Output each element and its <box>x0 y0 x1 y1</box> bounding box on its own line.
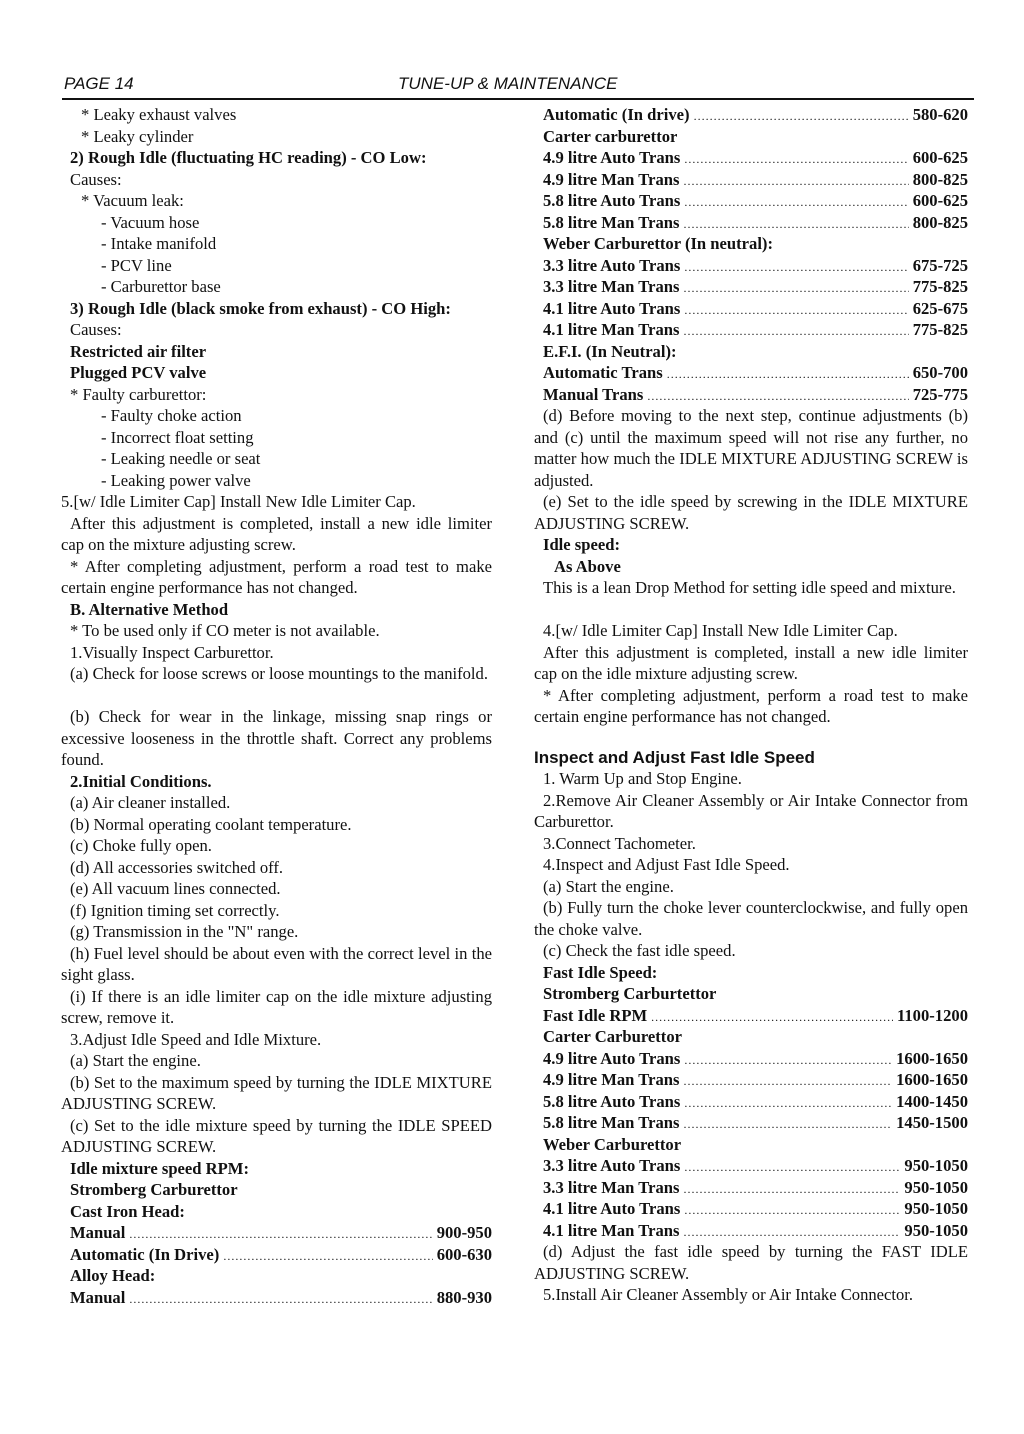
text-line: (b) Normal operating coolant temperature. <box>70 814 352 834</box>
bold-line: Carter carburettor <box>543 126 678 146</box>
bold-line: Alloy Head: <box>70 1266 156 1285</box>
spec-label: 4.9 litre Man Trans <box>543 169 680 189</box>
dot-leader <box>684 149 908 171</box>
text-line: 5.Install Air Cleaner Assembly or Air Intake Connector. <box>543 1285 914 1305</box>
bold-line: Fast Idle Speed: <box>543 962 658 982</box>
bold-line: E.F.I. (In Neutral): <box>543 341 677 361</box>
text-line: 5.[w/ Idle Limiter Cap] Install New Idle Limiter Cap. <box>61 492 416 511</box>
spec-label: 4.1 litre Auto Trans <box>543 1199 681 1219</box>
paragraph: (h) Fuel level should be about even with the correct level in the sight glass. <box>61 943 492 984</box>
spec-row <box>61 1244 492 1268</box>
spec-label: 3.3 litre Auto Trans <box>543 255 681 275</box>
dot-leader <box>683 1071 892 1093</box>
text-line: - Intake manifold <box>101 234 217 253</box>
paragraph: * After completing adjustment, perform a road test to make certain engine performance has not changed. <box>61 556 492 597</box>
spec-label: 4.1 litre Auto Trans <box>543 298 681 318</box>
paragraph: (a) Check for loose screws or loose mountings to the manifold. <box>70 664 488 683</box>
spec-label: 5.8 litre Auto Trans <box>543 1091 681 1111</box>
spec-row <box>534 319 968 343</box>
spec-value: 1600-1650 <box>896 1048 968 1068</box>
paragraph: (b) Check for wear in the linkage, missing snap rings or excessive looseness in the throttle shaft. Correct any problems found. <box>61 707 492 769</box>
text-line: 3.Adjust Idle Speed and Idle Mixture. <box>70 1029 322 1049</box>
bold-line: As Above <box>554 556 621 576</box>
text-line: (g) Transmission in the "N" range. <box>70 922 299 941</box>
section-title: TUNE-UP & MAINTENANCE <box>398 74 618 93</box>
spec-label: 3.3 litre Man Trans <box>543 277 680 296</box>
text-line: - Leaking power valve <box>101 470 251 490</box>
spec-value: 600-625 <box>912 191 968 210</box>
text-line: - Vacuum hose <box>101 212 200 232</box>
text-line: (c) Choke fully open. <box>70 836 212 855</box>
spec-value: 775-825 <box>912 320 968 339</box>
text-line: * Leaky exhaust valves <box>81 105 237 124</box>
spec-value: 950-1050 <box>904 1220 968 1240</box>
text-line: 1. Warm Up and Stop Engine. <box>543 769 742 789</box>
spec-row <box>534 1198 968 1222</box>
spec-row <box>534 384 968 408</box>
paragraph: (e) Set to the idle speed by screwing in the IDLE MIXTURE ADJUSTING SCREW. <box>534 492 968 533</box>
spec-label: 4.9 litre Auto Trans <box>543 1048 681 1068</box>
spec-row <box>534 1069 968 1093</box>
paragraph: (d) Adjust the fast idle speed by turning the FAST IDLE ADJUSTING SCREW. <box>534 1242 968 1283</box>
spec-value: 950-1050 <box>904 1177 968 1197</box>
spec-row <box>534 1112 968 1136</box>
text-line: - Incorrect float setting <box>101 427 254 447</box>
paragraph: (b) Fully turn the choke lever counterclockwise, and fully open the choke valve. <box>534 898 968 939</box>
bold-line: Restricted air filter <box>70 341 207 361</box>
spec-label: Automatic Trans <box>543 363 663 382</box>
text-line: * Leaky cylinder <box>81 126 194 146</box>
bold-line: Stromberg Carburettor <box>70 1180 238 1199</box>
page-number: PAGE 14 <box>64 74 134 93</box>
text-line: * Vacuum leak: <box>81 191 184 210</box>
text-line: * To be used only if CO meter is not available. <box>70 621 380 640</box>
spec-value: 600-625 <box>912 148 968 167</box>
spec-row <box>534 190 968 214</box>
spec-label: 5.8 litre Man Trans <box>543 212 680 232</box>
spec-row <box>534 147 968 171</box>
spec-value: 725-775 <box>912 384 968 404</box>
spec-value: 800-825 <box>912 212 968 232</box>
text-line: 4.[w/ Idle Limiter Cap] Install New Idle Limiter Cap. <box>543 621 898 640</box>
text-line: (a) Air cleaner installed. <box>70 793 231 812</box>
spec-row <box>534 1155 968 1179</box>
spec-value: 950-1050 <box>904 1199 968 1219</box>
paragraph: (i) If there is an idle limiter cap on the idle mixture adjusting screw, remove it. <box>61 986 492 1027</box>
spec-label: 3.3 litre Man Trans <box>543 1177 680 1197</box>
dot-leader <box>647 386 908 408</box>
spec-row <box>534 1005 968 1029</box>
paragraph: (d) Before moving to the next step, continue adjustments (b) and (c) until the maximum speed will not rise any further, no matter how much the IDLE MIXTURE ADJUSTING SCREW is adjusted. <box>534 406 968 490</box>
spec-row <box>534 1048 968 1072</box>
text-line: (f) Ignition timing set correctly. <box>70 900 280 920</box>
spec-label: Fast Idle RPM <box>543 1005 648 1025</box>
dot-leader <box>684 257 908 279</box>
dot-leader <box>684 1093 892 1115</box>
spec-label: 4.9 litre Man Trans <box>543 1070 680 1090</box>
spec-value: 650-700 <box>912 363 968 382</box>
bold-line: 3) Rough Idle (black smoke from exhaust) - CO High: <box>70 298 451 318</box>
text-line: (a) Start the engine. <box>70 1051 201 1070</box>
spec-row <box>534 1177 968 1201</box>
spec-value: 1600-1650 <box>896 1070 968 1090</box>
spec-label: 3.3 litre Auto Trans <box>543 1156 681 1176</box>
spec-row <box>534 298 968 322</box>
text-line: (c) Check the fast idle speed. <box>543 941 736 961</box>
text-line: 1.Visually Inspect Carburettor. <box>70 642 274 662</box>
paragraph: This is a lean Drop Method for setting idle speed and mixture. <box>543 578 956 597</box>
paragraph: 2.Remove Air Cleaner Assembly or Air Intake Connector from Carburettor. <box>534 790 968 832</box>
spec-row <box>534 1220 968 1244</box>
spec-label: Manual <box>70 1287 126 1307</box>
dot-leader <box>684 1050 892 1072</box>
dot-leader <box>683 1222 900 1244</box>
bold-line: Idle speed: <box>543 535 620 554</box>
spec-label: 4.9 litre Auto Trans <box>543 148 681 167</box>
spec-row <box>61 1287 492 1311</box>
spec-row <box>61 1222 492 1246</box>
bold-line: Weber Carburettor <box>543 1134 682 1154</box>
dot-leader <box>684 192 908 214</box>
dot-leader <box>667 364 909 386</box>
spec-row <box>534 362 968 386</box>
spec-value: 1450-1500 <box>896 1113 968 1133</box>
text-line: * Faulty carburettor: <box>70 384 207 404</box>
spec-value: 580-620 <box>912 105 968 124</box>
dot-leader <box>683 278 908 300</box>
paragraph: (b) Set to the maximum speed by turning the IDLE MIXTURE ADJUSTING SCREW. <box>61 1072 492 1113</box>
spec-value: 675-725 <box>912 255 968 275</box>
spec-row <box>534 104 968 128</box>
page-header <box>62 72 974 100</box>
text-line: 3.Connect Tachometer. <box>543 833 696 853</box>
bold-line: Stromberg Carburtettor <box>543 984 717 1004</box>
dot-leader <box>683 321 908 343</box>
spec-value: 900-950 <box>436 1223 492 1242</box>
spec-label: 4.1 litre Man Trans <box>543 320 680 339</box>
text-line: - Carburettor base <box>101 277 221 296</box>
dot-leader <box>651 1007 893 1029</box>
dot-leader <box>129 1224 432 1246</box>
bold-line: 2) Rough Idle (fluctuating HC reading) - CO Low: <box>70 148 427 167</box>
dot-leader <box>684 300 908 322</box>
spec-value: 775-825 <box>912 277 968 296</box>
spec-label: 5.8 litre Man Trans <box>543 1113 680 1133</box>
spec-value: 880-930 <box>436 1287 492 1307</box>
text-line: (e) All vacuum lines connected. <box>70 879 281 898</box>
dot-leader <box>683 171 908 193</box>
spec-value: 950-1050 <box>904 1156 968 1176</box>
spec-label: 4.1 litre Man Trans <box>543 1220 680 1240</box>
text-line: - Leaking needle or seat <box>101 449 261 468</box>
spec-row <box>534 1091 968 1115</box>
bold-line: Cast Iron Head: <box>70 1201 185 1221</box>
text-line: Causes: <box>70 169 122 189</box>
text-line: - Faulty choke action <box>101 406 242 425</box>
spec-label: Manual Trans <box>543 384 644 404</box>
paragraph: (c) Set to the idle mixture speed by turning the IDLE SPEED ADJUSTING SCREW. <box>61 1115 492 1156</box>
spec-row <box>534 255 968 279</box>
spec-label: 5.8 litre Auto Trans <box>543 191 681 210</box>
bold-line: 2.Initial Conditions. <box>70 771 212 791</box>
spec-label: Manual <box>70 1223 126 1242</box>
spec-value: 600-630 <box>436 1244 492 1264</box>
paragraph: * After completing adjustment, perform a road test to make certain engine performance has not changed. <box>534 685 968 726</box>
spec-value: 625-675 <box>912 298 968 318</box>
text-line: 4.Inspect and Adjust Fast Idle Speed. <box>543 855 790 875</box>
bold-line: B. Alternative Method <box>70 599 229 619</box>
text-line: (d) All accessories switched off. <box>70 857 284 877</box>
spec-row <box>534 276 968 300</box>
text-line: - PCV line <box>101 255 172 275</box>
paragraph: After this adjustment is completed, install a new idle limiter cap on the idle mixture adjusting screw. <box>534 642 968 683</box>
dot-leader <box>223 1246 432 1268</box>
spec-label: Automatic (In Drive) <box>70 1244 220 1264</box>
bold-line: Idle mixture speed RPM: <box>70 1158 249 1178</box>
paragraph: After this adjustment is completed, install a new idle limiter cap on the mixture adjusting screw. <box>61 513 492 554</box>
dot-leader <box>694 106 909 128</box>
spec-value: 1400-1450 <box>896 1091 968 1111</box>
section-heading: Inspect and Adjust Fast Idle Speed <box>534 747 815 767</box>
dot-leader <box>683 1114 892 1136</box>
bold-line: Weber Carburettor (In neutral): <box>543 234 773 253</box>
spec-value: 800-825 <box>912 169 968 189</box>
dot-leader <box>683 1179 900 1201</box>
spec-value: 1100-1200 <box>897 1005 968 1025</box>
bold-line: Carter Carburettor <box>543 1027 682 1047</box>
dot-leader <box>129 1289 432 1311</box>
dot-leader <box>684 1200 900 1222</box>
text-line: Causes: <box>70 320 122 339</box>
spec-label: Automatic (In drive) <box>543 105 690 124</box>
spec-row <box>534 169 968 193</box>
bold-line: Plugged PCV valve <box>70 363 207 382</box>
text-line: (a) Start the engine. <box>543 876 674 896</box>
dot-leader <box>684 1157 900 1179</box>
dot-leader <box>683 214 908 236</box>
spec-row <box>534 212 968 236</box>
